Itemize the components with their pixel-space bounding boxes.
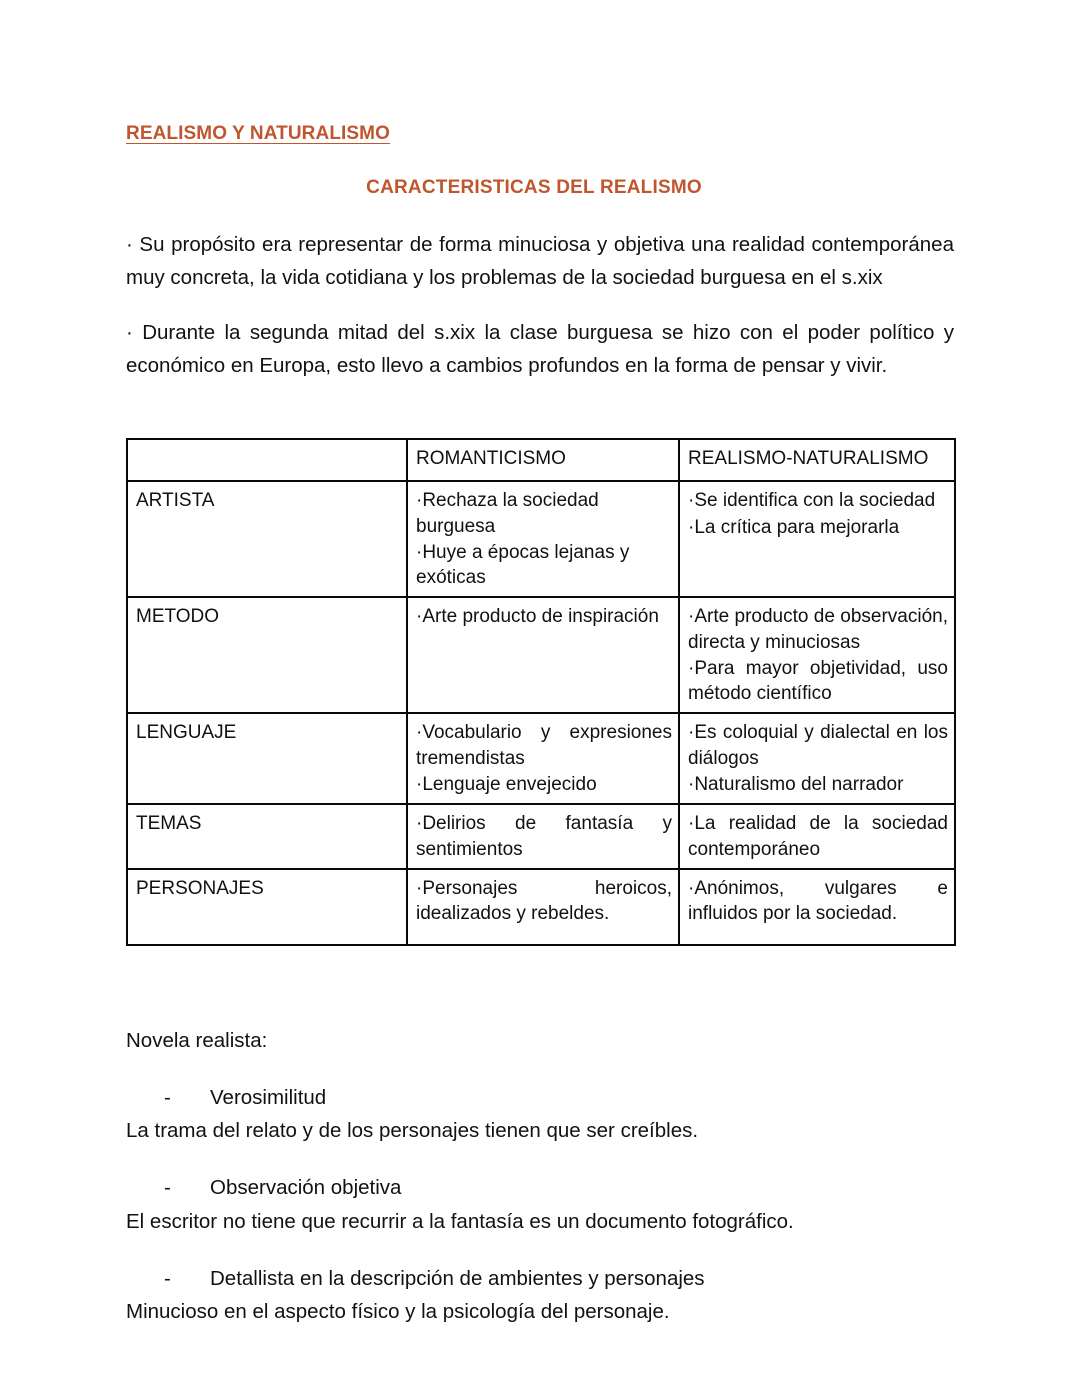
cell-temas-realismo	[679, 804, 955, 869]
table-header-corner	[127, 439, 407, 481]
page-title: REALISMO Y NATURALISMO	[126, 123, 390, 144]
table-row	[127, 713, 955, 804]
section-subtitle: CARACTERISTICAS DEL REALISMO	[366, 176, 702, 198]
cell-line: ·La crítica para mejorarla	[688, 516, 900, 538]
list-item	[126, 1057, 954, 1114]
cell-line: ·Anónimos, vulgares e influidos por la sociedad.	[688, 877, 948, 925]
table-header-romanticismo: ROMANTICISMO	[407, 439, 679, 481]
cell-lenguaje-realismo	[679, 713, 955, 804]
cell-metodo-romanticismo	[407, 597, 679, 713]
row-label-temas: TEMAS	[127, 804, 407, 869]
cell-personajes-romanticismo	[407, 869, 679, 945]
cell-line: ·Arte producto de observación, directa y minuciosas	[688, 606, 948, 653]
cell-line: ·Naturalismo del narrador	[688, 773, 904, 795]
cell-lenguaje-romanticismo	[407, 713, 679, 804]
intro-paragraph-2: · Durante la segunda mitad del s.xix la clase burguesa se hizo con el poder político y económico en Europa, esto llevo a cambios profundos en la forma de pensar y vivir.	[126, 320, 954, 378]
lower-heading: Novela realista:	[126, 1028, 268, 1052]
cell-line: ·Vocabulario y expresiones tremendistas	[416, 722, 672, 769]
lower-section	[126, 946, 954, 1328]
lower-text-2: El escritor no tiene que recurrir a la fantasía es un documento fotográfico.	[126, 1209, 794, 1233]
list-item-label: Detallista en la descripción de ambientes y personajes	[210, 1266, 705, 1290]
comparison-table	[126, 438, 956, 945]
cell-artista-romanticismo	[407, 481, 679, 597]
list-item	[126, 1147, 954, 1204]
dash-marker-icon: -	[164, 1085, 171, 1109]
table-row	[127, 869, 955, 945]
cell-line: ·Para mayor objetividad, uso método científico	[688, 657, 948, 705]
cell-line: ·La realidad de la sociedad contemporáneo	[688, 813, 948, 860]
dash-marker-icon: -	[164, 1176, 171, 1200]
cell-line: ·Arte producto de inspiración	[416, 606, 659, 628]
lower-text-1: La trama del relato y de los personajes tienen que ser creíbles.	[126, 1119, 699, 1143]
comparison-table-wrapper	[126, 382, 954, 945]
list-item	[126, 1238, 954, 1295]
list-item-label: Verosimilitud	[210, 1085, 327, 1109]
row-label-artista: ARTISTA	[127, 481, 407, 597]
cell-personajes-realismo	[679, 869, 955, 945]
cell-line: ·Rechaza la sociedad burguesa	[416, 490, 599, 537]
table-row	[127, 597, 955, 713]
list-item-label: Observación objetiva	[210, 1176, 402, 1200]
cell-line: ·Personajes heroicos, idealizados y rebeldes.	[416, 877, 672, 925]
cell-line: ·Huye a épocas lejanas y exóticas	[416, 541, 630, 589]
row-label-personajes: PERSONAJES	[127, 869, 407, 945]
cell-artista-realismo	[679, 481, 955, 597]
cell-line: ·Delirios de fantasía y sentimientos	[416, 813, 672, 860]
cell-metodo-realismo	[679, 597, 955, 713]
cell-line: ·Lenguaje envejecido	[416, 773, 597, 795]
cell-line: ·Se identifica con la sociedad	[688, 490, 936, 512]
table-row	[127, 481, 955, 597]
lower-text-3: Minucioso en el aspecto físico y la psicología del personaje.	[126, 1299, 670, 1323]
dash-marker-icon: -	[164, 1266, 171, 1290]
row-label-metodo: METODO	[127, 597, 407, 713]
intro-paragraph-1: · Su propósito era representar de forma minuciosa y objetiva una realidad contemporánea muy concreta, la vida cotidiana y los problemas de la sociedad burguesa en el s.xix	[126, 232, 954, 289]
table-header-row	[127, 439, 955, 481]
cell-line: ·Es coloquial y dialectal en los diálogos	[688, 722, 948, 769]
row-label-lenguaje: LENGUAJE	[127, 713, 407, 804]
table-header-realismo-naturalismo: REALISMO-NATURALISMO	[679, 439, 955, 481]
cell-temas-romanticismo	[407, 804, 679, 869]
table-row	[127, 804, 955, 869]
